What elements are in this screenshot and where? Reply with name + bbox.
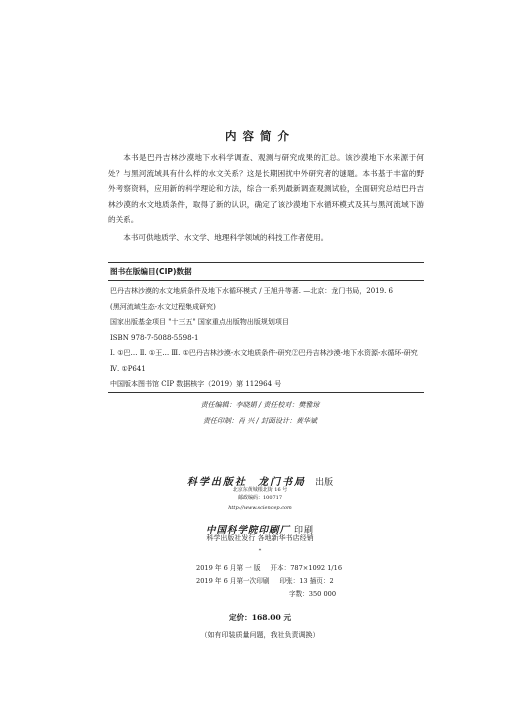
publisher-name-2: 龙门书局 bbox=[257, 477, 306, 488]
intro-paragraph-2: 本书可供地质学、水文学、地理科学领域的科技工作者使用。 bbox=[123, 232, 329, 242]
publisher-address: 北京东黄城根北街 16 号 bbox=[232, 487, 288, 493]
cip-isbn-line: ISBN 978-7-5088-5598-1 bbox=[110, 333, 199, 342]
intro-paragraph-1: 本书是巴丹吉林沙漠地下水科学调查、观测与研究成果的汇总。该沙漠地下水来源于何处？与黑河流域具有什么样的水文关系？这是长期困扰中外研究者的谜题。本书基于丰富的野外考察资料，应用新的科学理论和方法，综合一系列最新调查观测试验，全面研究总结巴丹吉林沙漠的水文地质条件，取得了新的认识，确定了该沙漠地下水循环模式及其与黑河流域下游的关系。 bbox=[108, 153, 424, 224]
cip-top-rule bbox=[108, 262, 424, 263]
spec-sheets: 印张：13 插页：2 bbox=[279, 577, 334, 585]
publisher-name: 科学出版社 bbox=[186, 477, 247, 488]
cip-number-line: 中国版本图书馆 CIP 数据核字（2019）第 112964 号 bbox=[110, 380, 282, 388]
spec-wordcount: 字数：350 000 bbox=[289, 590, 337, 598]
spec-row bbox=[196, 588, 396, 601]
publisher-website: http://www.sciencep.com bbox=[228, 505, 292, 511]
cip-subject-line: Ⅰ. ①巴… Ⅱ. ①王… Ⅲ. ①巴丹吉林沙漠-水文地质条件-研究②巴丹吉林沙漠-地下水资源-水循环-研究 Ⅳ. ①P641 bbox=[110, 349, 418, 373]
spec-edition: 2019 年 6 月第 一 版 bbox=[196, 564, 261, 572]
spec-printing: 2019 年 6 月第一次印刷 bbox=[196, 577, 270, 585]
spec-format: 开本：787×1092 1/16 bbox=[270, 564, 343, 572]
quality-notice: （如有印装质量问题，我社负责调换） bbox=[200, 631, 320, 639]
cip-bottom-rule bbox=[108, 392, 424, 393]
price: 定价：168.00 元 bbox=[228, 613, 292, 622]
intro-body bbox=[108, 150, 424, 245]
spec-row bbox=[196, 562, 396, 575]
staff-editors: 责任编辑：李晓娟 / 责任校对：樊雅琼 bbox=[200, 401, 320, 409]
cip-block bbox=[110, 284, 420, 393]
intro-title: 内容简介 bbox=[225, 129, 295, 143]
printer-action: 印刷 bbox=[294, 526, 315, 536]
staff-production: 责任印制：肖 兴 / 封面设计：黄华斌 bbox=[202, 417, 318, 425]
cip-series-line: (黑河流域生态-水文过程集成研究) bbox=[110, 302, 216, 311]
publisher-postcode: 邮政编码：100717 bbox=[237, 495, 283, 501]
spec-row bbox=[196, 575, 396, 588]
cip-fund-line: 国家出版基金项目 "十三五" 国家重点出版物出版规划项目 bbox=[110, 318, 289, 326]
spec-block bbox=[196, 562, 396, 601]
cip-heading: 图书在版编目(CIP)数据 bbox=[110, 267, 192, 276]
distribution-line: 科学出版社发行 各地新华书店经销 bbox=[206, 534, 314, 542]
cip-heading-rule bbox=[108, 280, 424, 281]
printer-name: 中国科学院印刷厂 bbox=[205, 525, 290, 536]
publisher-action: 出版 bbox=[315, 478, 334, 488]
separator-star: * bbox=[258, 548, 262, 554]
cip-title-line: 巴丹吉林沙漠的水文地质条件及地下水循环模式 / 王旭升等著. —北京：龙门书局，2019. 6 bbox=[110, 287, 393, 295]
